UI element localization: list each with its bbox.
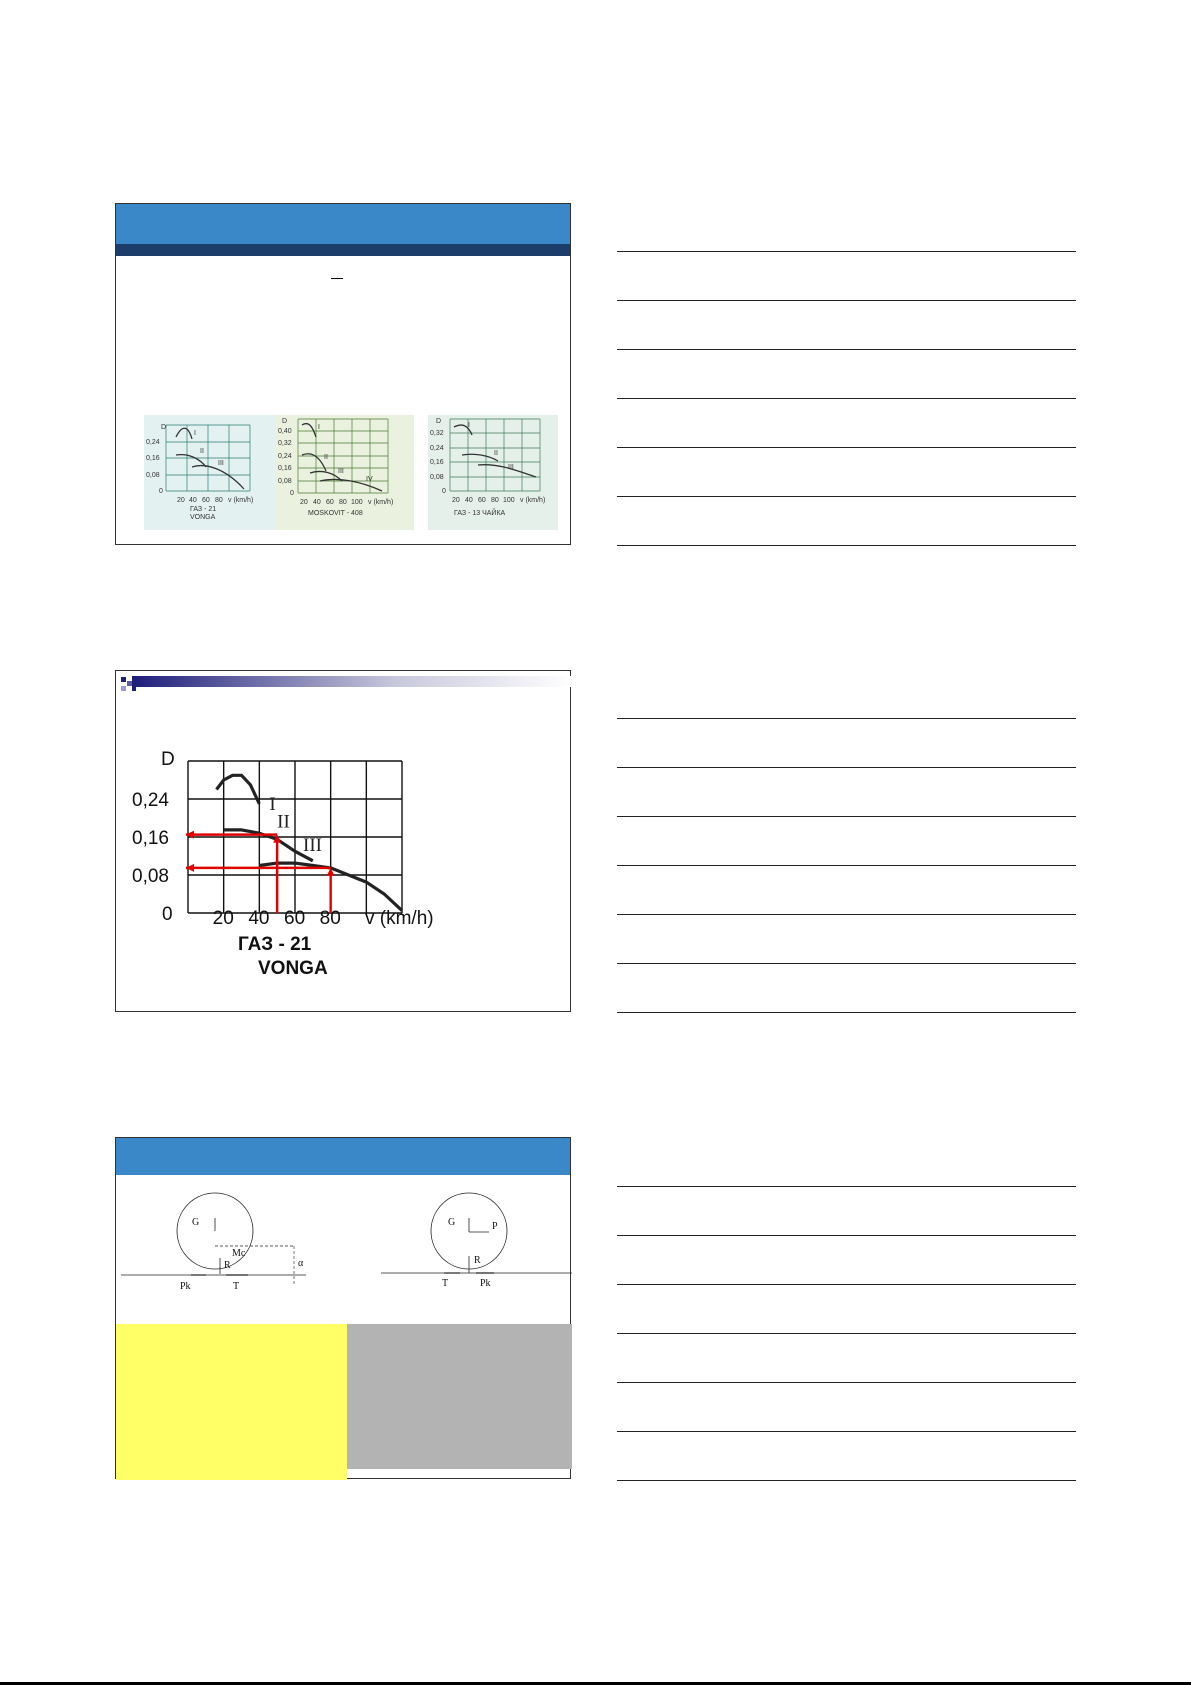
series-label-II: II bbox=[277, 811, 290, 833]
mini1-x-2: 40 bbox=[189, 497, 197, 504]
mini1-x-3: 60 bbox=[202, 497, 210, 504]
note-line bbox=[617, 816, 1076, 817]
right-fbd-label-r: R bbox=[474, 1255, 481, 1266]
mini1-tick-3: 0,08 bbox=[146, 472, 160, 479]
mini-chart-moskovit bbox=[276, 415, 414, 530]
mini2-x-6: v (km/h) bbox=[368, 499, 394, 506]
mini1-curve-2: II bbox=[200, 448, 204, 455]
left-fbd-label-g: G bbox=[192, 1217, 200, 1228]
mini3-tick-d: D bbox=[436, 418, 442, 425]
note-line bbox=[617, 767, 1076, 768]
mini3-x-6: v (km/h) bbox=[520, 497, 546, 504]
mini3-tick-3: 0,16 bbox=[430, 459, 444, 466]
note-line bbox=[617, 1431, 1076, 1432]
mini2-tick-1: 0,40 bbox=[278, 428, 292, 435]
right-fbd-label-t: T bbox=[442, 1278, 449, 1289]
y-tick-label: 0,16 bbox=[132, 828, 169, 849]
left-fbd-label-t: T bbox=[233, 1281, 240, 1292]
main-chart bbox=[116, 751, 572, 991]
mini3-tick-2: 0,24 bbox=[430, 445, 444, 452]
mini2-x-1: 20 bbox=[300, 499, 308, 506]
slide-1 bbox=[115, 203, 571, 545]
mini2-curve-1: I bbox=[318, 424, 320, 431]
mini3-caption-1: ГАЗ - 13 ЧАЙКА bbox=[454, 510, 506, 517]
note-line bbox=[617, 447, 1076, 448]
note-line bbox=[617, 1284, 1076, 1285]
slide-1-header-band bbox=[116, 244, 570, 256]
right-fbd-label-p: P bbox=[492, 1221, 498, 1232]
right-fbd-label-pk: Pk bbox=[480, 1278, 491, 1289]
note-line bbox=[617, 1012, 1076, 1013]
left-fbd-label-alpha: α bbox=[298, 1258, 304, 1269]
mini2-tick-2: 0,32 bbox=[278, 440, 292, 447]
series-label-III: III bbox=[303, 835, 322, 857]
mini1-caption-1: ГАЗ - 21 bbox=[190, 506, 217, 513]
wheel-diagram-right bbox=[356, 1188, 572, 1289]
mini2-curve-2: II bbox=[324, 454, 328, 461]
y-tick-label: 0,24 bbox=[132, 790, 169, 811]
mini-chart-gaz13 bbox=[428, 415, 558, 530]
note-line bbox=[617, 963, 1076, 964]
mini1-tick-1: 0,24 bbox=[146, 439, 160, 446]
note-line bbox=[617, 718, 1076, 719]
mini2-tick-d: D bbox=[282, 418, 288, 425]
note-line bbox=[617, 496, 1076, 497]
mini1-x-5: v (km/h) bbox=[228, 497, 254, 504]
note-line bbox=[617, 1333, 1076, 1334]
left-fbd-label-pk: Pk bbox=[180, 1281, 191, 1292]
left-fbd-label-r: R bbox=[224, 1260, 231, 1271]
note-line bbox=[617, 1480, 1076, 1481]
slide-2 bbox=[115, 670, 571, 1012]
note-line bbox=[617, 398, 1076, 399]
note-line bbox=[617, 1382, 1076, 1383]
mini3-tick-4: 0,08 bbox=[430, 474, 444, 481]
mini1-x-1: 20 bbox=[177, 497, 185, 504]
right-fbd-label-g: G bbox=[448, 1217, 456, 1228]
mini3-x-4: 80 bbox=[491, 497, 499, 504]
note-line bbox=[617, 545, 1076, 546]
mini3-curve-2: II bbox=[494, 450, 498, 457]
series-label-I: I bbox=[269, 793, 276, 815]
x-tick-label: 80 bbox=[319, 908, 341, 929]
slide-1-header-bar bbox=[116, 204, 570, 244]
note-line bbox=[617, 1235, 1076, 1236]
left-highlight-panel bbox=[116, 1324, 347, 1480]
chart-series bbox=[217, 775, 403, 910]
mini1-tick-2: 0,16 bbox=[146, 455, 160, 462]
mini3-x-3: 60 bbox=[478, 497, 486, 504]
y-tick-label: 0,08 bbox=[132, 866, 169, 887]
mini2-tick-4: 0,16 bbox=[278, 465, 292, 472]
slide-2-header-gradient bbox=[116, 671, 572, 699]
note-line bbox=[617, 300, 1076, 301]
wheel-diagram-left bbox=[116, 1188, 326, 1292]
mini2-x-5: 100 bbox=[351, 499, 363, 506]
mini3-x-2: 40 bbox=[465, 497, 473, 504]
y-axis-label: D bbox=[161, 749, 175, 770]
mini2-curve-3: III bbox=[338, 468, 344, 475]
mini2-x-4: 80 bbox=[339, 499, 347, 506]
mini3-tick-1: 0,32 bbox=[430, 430, 444, 437]
overline-mark bbox=[331, 278, 343, 279]
left-fbd-label-mc: Mc bbox=[232, 1248, 246, 1259]
x-axis-label: v (km/h) bbox=[365, 908, 434, 929]
mini1-x-4: 80 bbox=[215, 497, 223, 504]
mini3-curve-3: III bbox=[508, 464, 514, 471]
mini3-x-1: 20 bbox=[452, 497, 460, 504]
mini2-tick-5: 0,08 bbox=[278, 478, 292, 485]
chart-caption-1: ГАЗ - 21 bbox=[238, 934, 312, 955]
x-tick-label: 40 bbox=[248, 908, 270, 929]
slide-3-header-bar bbox=[116, 1138, 570, 1175]
note-line bbox=[617, 349, 1076, 350]
mini2-curve-4: IV bbox=[366, 476, 373, 483]
mini2-x-3: 60 bbox=[326, 499, 334, 506]
mini1-tick-4: 0 bbox=[159, 488, 163, 495]
mini3-x-5: 100 bbox=[503, 497, 515, 504]
mini2-tick-3: 0,24 bbox=[278, 453, 292, 460]
mini3-tick-5: 0 bbox=[442, 488, 446, 495]
note-line bbox=[617, 865, 1076, 866]
note-line bbox=[617, 914, 1076, 915]
chart-caption-2: VONGA bbox=[258, 958, 328, 979]
mini2-tick-6: 0 bbox=[290, 490, 294, 497]
mini1-curve-3: III bbox=[218, 460, 224, 467]
note-line bbox=[617, 1186, 1076, 1187]
note-line bbox=[617, 251, 1076, 252]
mini2-x-2: 40 bbox=[313, 499, 321, 506]
x-tick-label: 60 bbox=[284, 908, 306, 929]
right-gray-panel bbox=[347, 1324, 572, 1469]
mini3-curve-1: I bbox=[468, 422, 470, 429]
x-tick-label: 20 bbox=[212, 908, 234, 929]
slide-3 bbox=[115, 1137, 571, 1479]
mini2-caption-1: MOSKOVIT - 408 bbox=[308, 510, 363, 517]
y-tick-label: 0 bbox=[162, 904, 173, 925]
mini-chart-gaz21 bbox=[144, 415, 276, 530]
mini1-caption-2: VONGA bbox=[190, 514, 216, 521]
annotation-arrow-left bbox=[186, 864, 194, 872]
mini1-tick-d: D bbox=[161, 424, 167, 431]
mini1-curve-1: I bbox=[194, 430, 196, 437]
